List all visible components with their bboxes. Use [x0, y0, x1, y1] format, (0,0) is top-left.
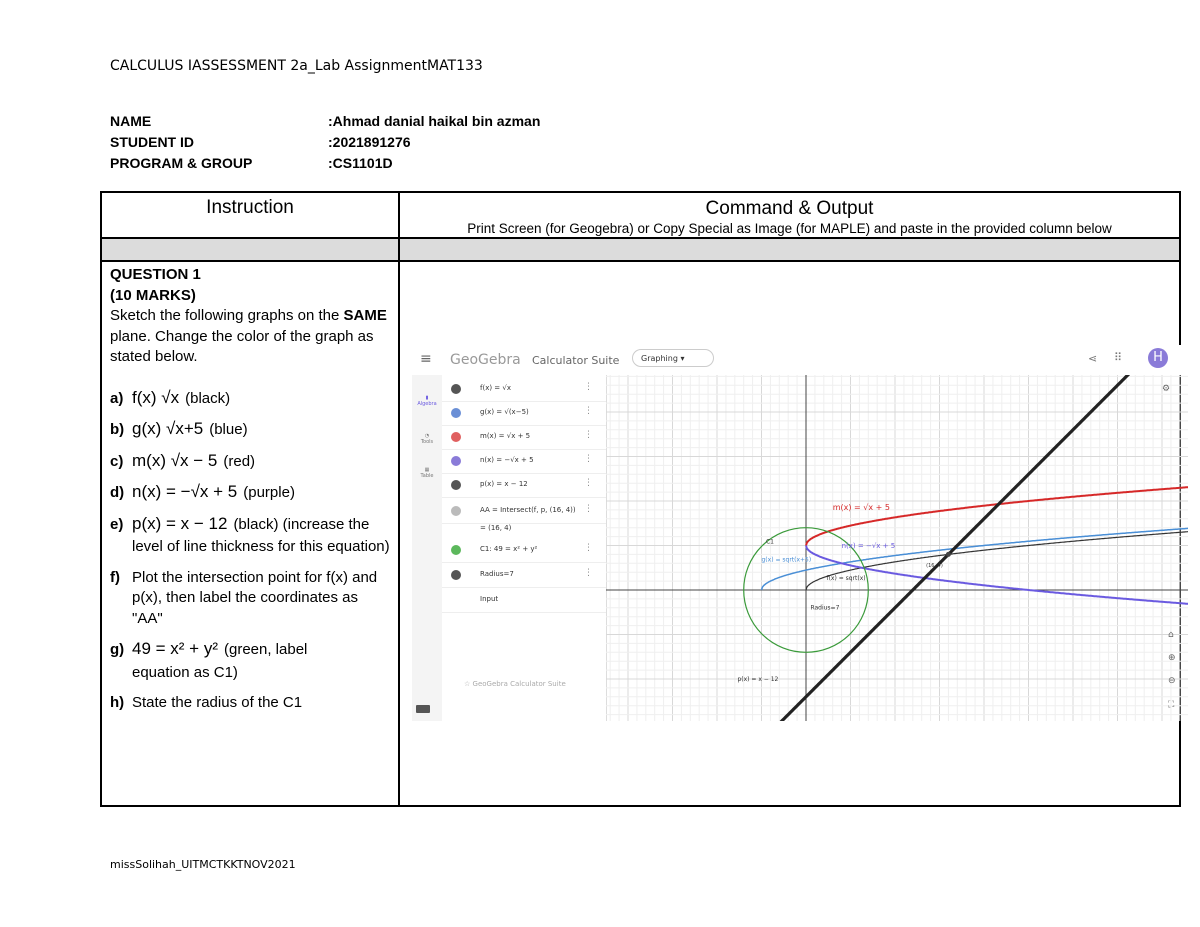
- algebra-expression: Input: [480, 595, 499, 603]
- algebra-row[interactable]: [442, 401, 606, 426]
- item-letter: a): [110, 389, 124, 407]
- question-marks: (10 MARKS): [110, 286, 196, 304]
- algebra-tab[interactable]: ▮ Algebra: [417, 395, 437, 407]
- item-equation: g(x) √x+5: [132, 419, 204, 438]
- question-items: [110, 388, 398, 714]
- geogebra-toolbar: [412, 345, 1188, 375]
- algebra-expression: f(x) = √x: [480, 384, 511, 392]
- item-text: (blue): [209, 421, 248, 438]
- question-item: [110, 568, 398, 630]
- mode-dropdown[interactable]: Graphing ▾: [632, 349, 714, 367]
- row-menu-icon[interactable]: ⋮: [584, 382, 593, 392]
- student-info: [110, 111, 540, 174]
- label-n: n(x) = −√x + 5: [841, 542, 896, 551]
- algebra-expression: p(x) = x − 12: [480, 480, 528, 488]
- item-text: equation as C1): [132, 663, 238, 681]
- visibility-toggle[interactable]: [451, 570, 461, 580]
- algebra-view: [442, 375, 607, 721]
- row-menu-icon[interactable]: ⋮: [584, 504, 593, 514]
- command-header: [399, 192, 1180, 238]
- item-equation: m(x) √x − 5: [132, 450, 218, 470]
- algebra-row[interactable]: [442, 377, 606, 402]
- home-icon[interactable]: ⌂: [1168, 630, 1174, 640]
- zoom-in-icon[interactable]: ⊕: [1168, 653, 1176, 663]
- algebra-expression: C1: 49 = x² + y²: [480, 545, 538, 553]
- suite-title: Calculator Suite: [532, 354, 620, 367]
- geogebra-side-nav: [412, 375, 442, 721]
- question-item: [110, 482, 398, 504]
- algebra-expression: n(x) = −√x + 5: [480, 456, 534, 464]
- question-intro: Sketch the following graphs on the SAME plane. Change the color of the graph as stated below.: [110, 307, 387, 365]
- command-title: Command & Output: [705, 198, 874, 219]
- item-text: level of line thickness for this equation): [132, 538, 390, 555]
- grey-row-left: [101, 238, 399, 261]
- algebra-row[interactable]: [442, 425, 606, 450]
- algebra-expression: = (16, 4): [480, 524, 512, 532]
- visibility-toggle[interactable]: [451, 408, 461, 418]
- algebra-row[interactable]: [442, 473, 606, 498]
- question-item: [110, 451, 398, 473]
- geogebra-screenshot: [412, 345, 1188, 721]
- visibility-toggle[interactable]: [451, 506, 461, 516]
- graph-view[interactable]: [606, 375, 1188, 721]
- table-tab[interactable]: ▦ Table: [420, 467, 434, 479]
- visibility-toggle[interactable]: [451, 545, 461, 555]
- instruction-header: Instruction: [101, 192, 399, 238]
- keyboard-icon[interactable]: [416, 705, 430, 713]
- label-m: m(x) = √x + 5: [832, 502, 890, 512]
- intersection-point-aa: [946, 552, 951, 557]
- question-item: [110, 388, 398, 410]
- algebra-expression: g(x) = √(x−5): [480, 408, 529, 416]
- row-menu-icon[interactable]: ⋮: [584, 430, 593, 440]
- p-line: [753, 375, 1188, 721]
- question-cell: [101, 261, 399, 806]
- row-menu-icon[interactable]: ⋮: [584, 568, 593, 578]
- label-radius: Radius=7: [810, 604, 840, 612]
- visibility-toggle[interactable]: [451, 384, 461, 394]
- program-value: :CS1101D: [328, 155, 393, 171]
- item-text: (black) (increase the: [233, 515, 370, 533]
- algebra-expression: Radius=7: [480, 570, 514, 578]
- page-footer: missSolihah_UITMCTKKTNOV2021: [110, 858, 296, 871]
- item-text: (black): [185, 389, 231, 407]
- menu-icon[interactable]: ≡: [420, 351, 432, 367]
- algebra-row[interactable]: [442, 563, 606, 588]
- share-icon[interactable]: ⋖: [1088, 352, 1098, 365]
- item-letter: b): [110, 421, 125, 438]
- question-item: [110, 419, 398, 441]
- item-text: (green, label: [223, 641, 308, 658]
- row-menu-icon[interactable]: ⋮: [584, 543, 593, 553]
- geogebra-footer: ☆ GeoGebra Calculator Suite: [464, 680, 566, 688]
- label-f: f(x) = sqrt(x): [826, 575, 866, 583]
- item-equation: p(x) = x − 12: [132, 513, 228, 533]
- settings-icon[interactable]: ⚙: [1162, 384, 1171, 394]
- visibility-toggle[interactable]: [451, 480, 461, 490]
- row-menu-icon[interactable]: ⋮: [584, 454, 593, 464]
- item-equation: n(x) = −√x + 5: [132, 482, 238, 501]
- item-text: (red): [223, 452, 256, 470]
- algebra-row[interactable]: [442, 449, 606, 474]
- program-label: PROGRAM & GROUP: [110, 155, 253, 171]
- question-item: [110, 663, 398, 684]
- item-equation: f(x) √x: [132, 387, 180, 407]
- zoom-out-icon[interactable]: ⊖: [1168, 676, 1176, 686]
- student-id-label: STUDENT ID: [110, 134, 194, 150]
- visibility-toggle[interactable]: [451, 432, 461, 442]
- algebra-expression: AA = Intersect(f, p, (16, 4)): [480, 506, 576, 514]
- question-item: [110, 639, 398, 661]
- algebra-row[interactable]: [442, 538, 606, 563]
- row-menu-icon[interactable]: ⋮: [584, 478, 593, 488]
- item-text: (purple): [243, 484, 295, 501]
- item-letter: d): [110, 484, 125, 501]
- item-equation: 49 = x² + y²: [132, 639, 218, 658]
- tools-tab[interactable]: ◔ Tools: [420, 433, 434, 445]
- page-header: CALCULUS IASSESSMENT 2a_Lab AssignmentMAT133: [110, 58, 483, 74]
- item-text: State the radius of the C1: [132, 694, 303, 711]
- geogebra-logo: GeoGebra: [450, 352, 521, 368]
- apps-icon[interactable]: ⠿: [1114, 351, 1123, 364]
- student-id-value: :2021891276: [328, 134, 411, 150]
- label-p: p(x) = x − 12: [737, 675, 779, 683]
- grey-row-right: [399, 238, 1180, 261]
- item-letter: e): [110, 515, 124, 533]
- label-aa: (16, 4): [926, 562, 943, 569]
- algebra-expression: m(x) = √x + 5: [480, 432, 531, 440]
- visibility-toggle[interactable]: [451, 456, 461, 466]
- question-item: [110, 537, 398, 558]
- item-letter: h): [110, 694, 125, 711]
- item-text: Plot the intersection point for f(x) and p(x), then label the coordinates as "AA": [132, 568, 378, 627]
- name-label: NAME: [110, 113, 152, 129]
- item-letter: c): [110, 452, 124, 470]
- label-c1: C1: [765, 538, 774, 546]
- avatar[interactable]: H: [1148, 348, 1168, 368]
- command-subtitle: Print Screen (for Geogebra) or Copy Special as Image (for MAPLE) and paste in the provided column below: [467, 221, 1112, 236]
- fullscreen-icon[interactable]: ⛶: [1168, 700, 1175, 710]
- item-letter: g): [110, 641, 125, 658]
- label-g: g(x) = sqrt(x+5): [761, 556, 812, 564]
- question-item: [110, 693, 398, 714]
- algebra-row[interactable]: [442, 588, 606, 613]
- question-item: [110, 514, 398, 536]
- item-letter: f): [110, 568, 120, 586]
- row-menu-icon[interactable]: ⋮: [584, 406, 593, 416]
- question-title: QUESTION 1: [110, 266, 201, 283]
- name-value: :Ahmad danial haikal bin azman: [328, 113, 541, 129]
